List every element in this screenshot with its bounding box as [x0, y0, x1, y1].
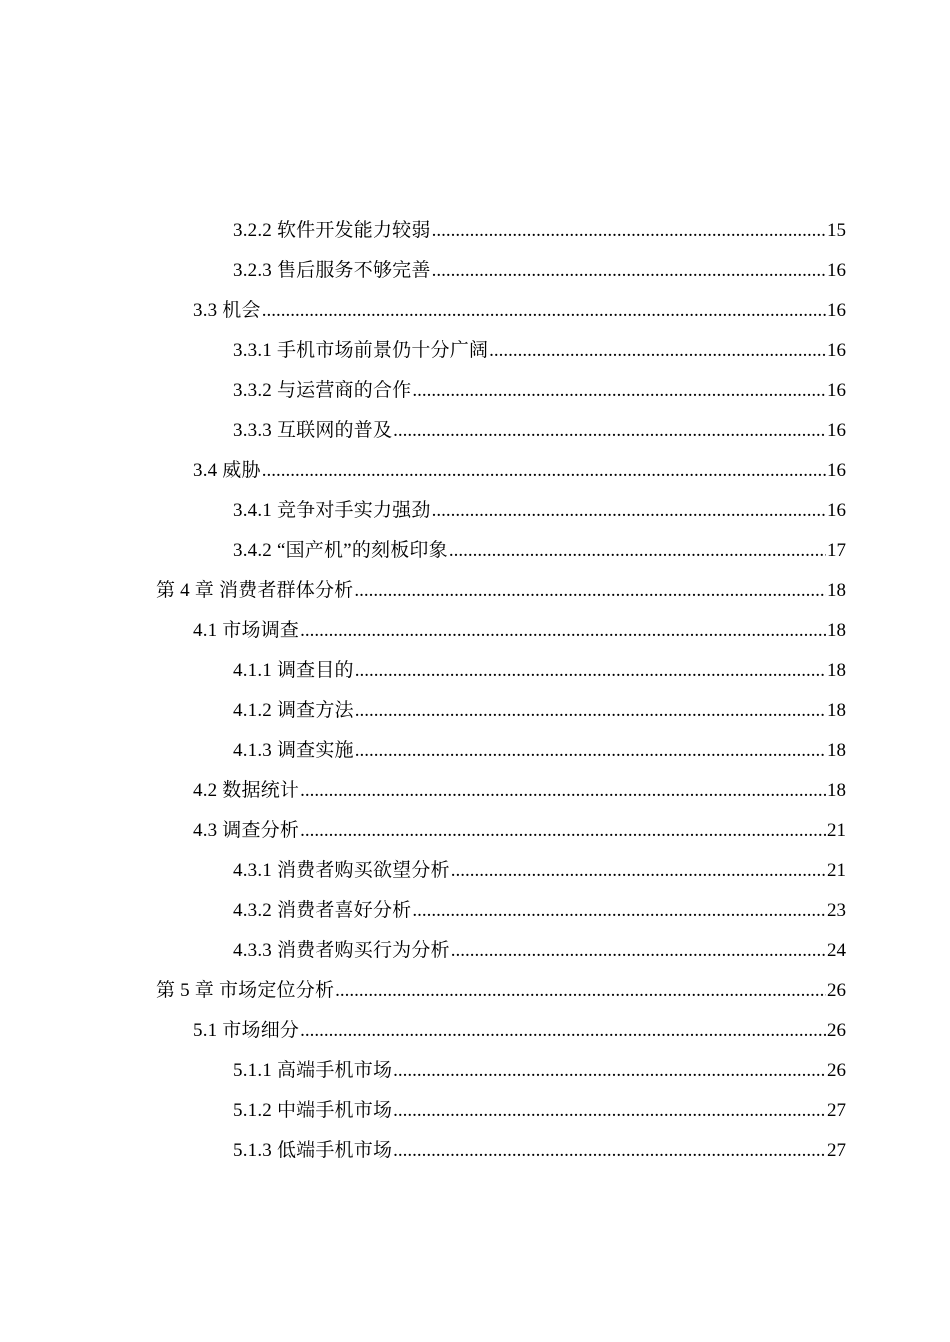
toc-entry-title: 第 5 章 市场定位分析 — [156, 980, 335, 1001]
toc-entry-13[interactable] — [0, 691, 950, 731]
toc-line — [233, 491, 950, 531]
toc-entry-17[interactable] — [0, 851, 950, 891]
toc-dot-leader — [262, 451, 826, 491]
toc-entry-4[interactable] — [0, 331, 950, 371]
toc-dot-leader — [489, 331, 826, 371]
toc-dot-leader — [355, 651, 826, 691]
toc-entry-24[interactable] — [0, 1131, 950, 1171]
toc-dot-leader — [393, 1091, 826, 1131]
toc-line — [233, 411, 950, 451]
table-of-contents — [0, 211, 950, 1171]
toc-dot-leader — [300, 771, 826, 811]
toc-dot-leader — [354, 571, 826, 611]
toc-entry-page-number: 26 — [827, 980, 846, 1001]
toc-line — [193, 811, 950, 851]
toc-line — [233, 651, 950, 691]
toc-entry-3[interactable] — [0, 291, 950, 331]
toc-entry-9[interactable] — [0, 531, 950, 571]
toc-dot-leader — [393, 1131, 826, 1171]
toc-entry-8[interactable] — [0, 491, 950, 531]
toc-entry-19[interactable] — [0, 931, 950, 971]
toc-line — [233, 1051, 950, 1091]
toc-entry-page-number: 26 — [827, 1060, 846, 1081]
toc-line — [233, 531, 950, 571]
toc-dot-leader — [412, 891, 826, 931]
toc-line — [193, 291, 950, 331]
toc-entry-title: 4.3.2 消费者喜好分析 — [233, 900, 412, 921]
toc-entry-page-number: 27 — [827, 1140, 846, 1161]
toc-line — [233, 211, 950, 251]
toc-dot-leader — [300, 1011, 826, 1051]
toc-line — [193, 451, 950, 491]
toc-dot-leader — [355, 691, 826, 731]
toc-line — [233, 931, 950, 971]
toc-entry-page-number: 21 — [827, 860, 846, 881]
toc-entry-page-number: 18 — [827, 740, 846, 761]
toc-dot-leader — [300, 811, 826, 851]
toc-entry-page-number: 16 — [827, 300, 846, 321]
toc-entry-page-number: 18 — [827, 620, 846, 641]
toc-line — [233, 891, 950, 931]
toc-entry-page-number: 18 — [827, 700, 846, 721]
toc-entry-12[interactable] — [0, 651, 950, 691]
toc-entry-title: 5.1 市场细分 — [193, 1020, 300, 1041]
toc-entry-title: 3.3.1 手机市场前景仍十分广阔 — [233, 340, 489, 361]
toc-dot-leader — [449, 531, 826, 571]
toc-entry-title: 3.4.2 “国产机”的刻板印象 — [233, 540, 448, 561]
toc-entry-page-number: 26 — [827, 1020, 846, 1041]
toc-entry-22[interactable] — [0, 1051, 950, 1091]
toc-entry-title: 3.3.3 互联网的普及 — [233, 420, 393, 441]
toc-entry-title: 4.2 数据统计 — [193, 780, 300, 801]
toc-line — [233, 1131, 950, 1171]
toc-line — [233, 1091, 950, 1131]
toc-dot-leader — [451, 851, 826, 891]
toc-line — [156, 971, 950, 1011]
toc-entry-title: 4.3.1 消费者购买欲望分析 — [233, 860, 450, 881]
toc-line — [233, 331, 950, 371]
toc-dot-leader — [393, 1051, 826, 1091]
toc-entry-page-number: 16 — [827, 420, 846, 441]
toc-entry-title: 4.1.1 调查目的 — [233, 660, 354, 681]
toc-dot-leader — [432, 211, 826, 251]
toc-entry-title: 4.1.3 调查实施 — [233, 740, 354, 761]
toc-line — [233, 731, 950, 771]
toc-dot-leader — [262, 291, 826, 331]
toc-line — [233, 371, 950, 411]
toc-entry-16[interactable] — [0, 811, 950, 851]
toc-entry-15[interactable] — [0, 771, 950, 811]
toc-entry-title: 3.3 机会 — [193, 300, 261, 321]
toc-entry-page-number: 21 — [827, 820, 846, 841]
toc-entry-18[interactable] — [0, 891, 950, 931]
toc-entry-1[interactable] — [0, 211, 950, 251]
toc-entry-title: 第 4 章 消费者群体分析 — [156, 580, 354, 601]
toc-entry-title: 5.1.1 高端手机市场 — [233, 1060, 393, 1081]
toc-entry-21[interactable] — [0, 1011, 950, 1051]
toc-entry-page-number: 24 — [827, 940, 846, 961]
toc-line — [193, 611, 950, 651]
toc-entry-page-number: 27 — [827, 1100, 846, 1121]
toc-entry-title: 3.2.2 软件开发能力较弱 — [233, 220, 431, 241]
toc-entry-title: 4.3 调查分析 — [193, 820, 300, 841]
toc-line — [233, 251, 950, 291]
toc-entry-10[interactable] — [0, 571, 950, 611]
toc-entry-page-number: 16 — [827, 340, 846, 361]
toc-dot-leader — [355, 731, 826, 771]
toc-dot-leader — [300, 611, 826, 651]
toc-entry-title: 4.1.2 调查方法 — [233, 700, 354, 721]
toc-entry-page-number: 23 — [827, 900, 846, 921]
toc-entry-title: 5.1.3 低端手机市场 — [233, 1140, 393, 1161]
toc-line — [193, 1011, 950, 1051]
toc-entry-title: 3.3.2 与运营商的合作 — [233, 380, 412, 401]
toc-line — [193, 771, 950, 811]
toc-line — [233, 851, 950, 891]
toc-entry-6[interactable] — [0, 411, 950, 451]
toc-entry-5[interactable] — [0, 371, 950, 411]
toc-dot-leader — [451, 931, 826, 971]
toc-entry-title: 3.4.1 竞争对手实力强劲 — [233, 500, 431, 521]
toc-entry-20[interactable] — [0, 971, 950, 1011]
toc-line — [233, 691, 950, 731]
toc-line — [156, 571, 950, 611]
toc-dot-leader — [335, 971, 826, 1011]
toc-entry-page-number: 16 — [827, 500, 846, 521]
toc-entry-page-number: 18 — [827, 780, 846, 801]
toc-entry-page-number: 15 — [827, 220, 846, 241]
toc-dot-leader — [412, 371, 826, 411]
toc-entry-page-number: 16 — [827, 260, 846, 281]
toc-entry-2[interactable] — [0, 251, 950, 291]
toc-entry-title: 3.4 威胁 — [193, 460, 261, 481]
toc-entry-7[interactable] — [0, 451, 950, 491]
toc-entry-page-number: 17 — [827, 540, 846, 561]
toc-dot-leader — [432, 491, 826, 531]
toc-entry-page-number: 16 — [827, 380, 846, 401]
toc-entry-page-number: 16 — [827, 460, 846, 481]
toc-entry-title: 3.2.3 售后服务不够完善 — [233, 260, 431, 281]
toc-entry-title: 4.1 市场调查 — [193, 620, 300, 641]
toc-entry-title: 4.3.3 消费者购买行为分析 — [233, 940, 450, 961]
toc-entry-title: 5.1.2 中端手机市场 — [233, 1100, 393, 1121]
toc-dot-leader — [432, 251, 826, 291]
toc-entry-11[interactable] — [0, 611, 950, 651]
toc-dot-leader — [393, 411, 826, 451]
toc-entry-23[interactable] — [0, 1091, 950, 1131]
toc-entry-14[interactable] — [0, 731, 950, 771]
toc-entry-page-number: 18 — [827, 580, 846, 601]
toc-entry-page-number: 18 — [827, 660, 846, 681]
